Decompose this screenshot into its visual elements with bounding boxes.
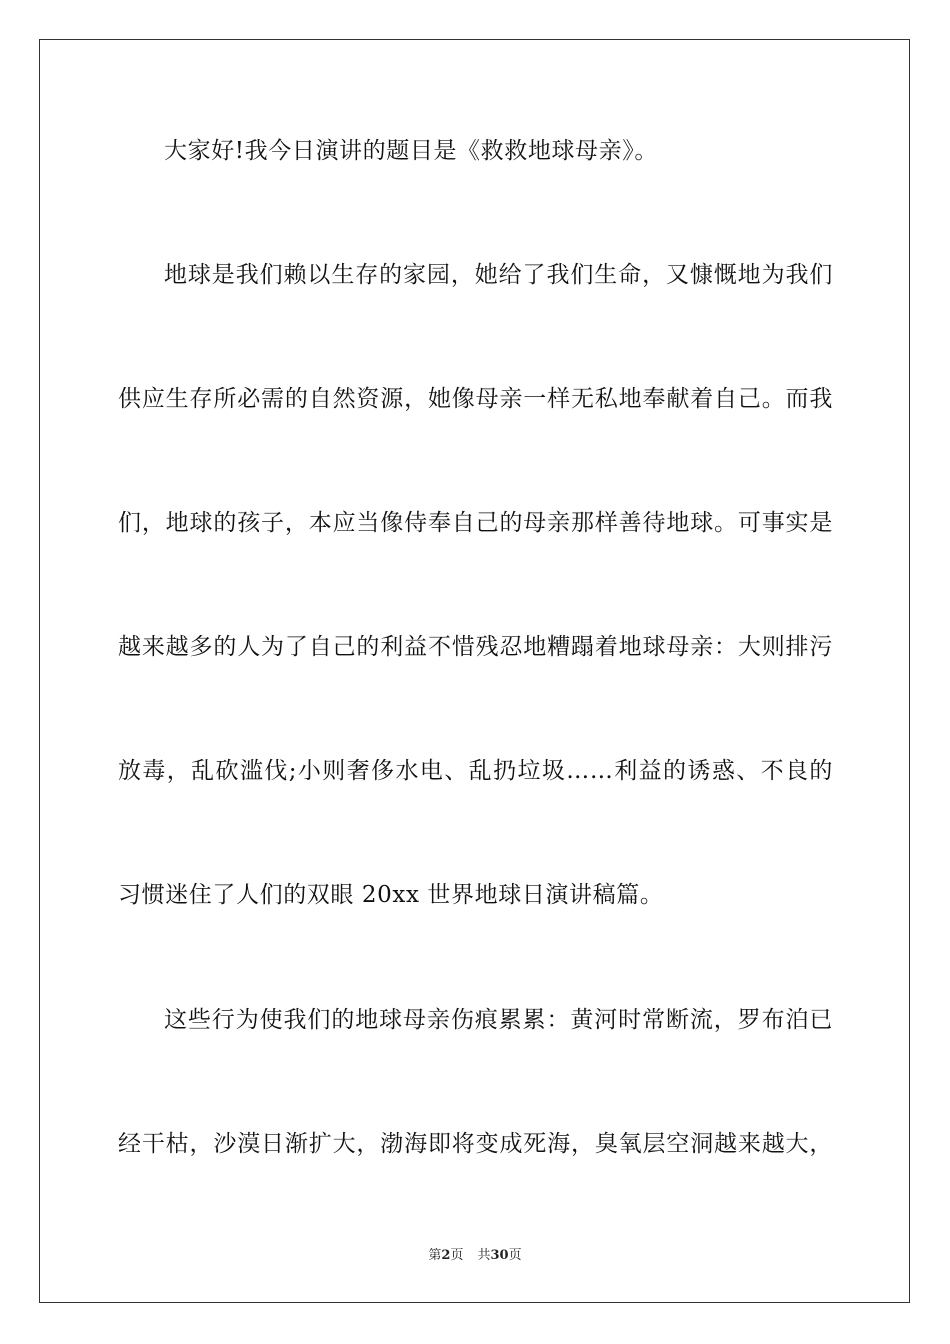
paragraph-line-2: 地球是我们赖以生存的家园，她给了我们生命，又慷慨地为我们 xyxy=(164,262,833,288)
paragraph-line-5: 越来越多的人为了自己的利益不惜残忍地糟蹋着地球母亲：大则排污 xyxy=(118,634,833,660)
footer-total-pages: 30 xyxy=(490,1248,509,1263)
page-border xyxy=(39,39,910,1303)
paragraph-line-4: 们，地球的孩子，本应当像侍奉自己的母亲那样善待地球。可事实是 xyxy=(118,510,833,536)
footer-page-suffix: 页 xyxy=(450,1248,464,1263)
paragraph-line-7: 习惯迷住了人们的双眼 20xx 世界地球日演讲稿篇。 xyxy=(118,882,664,908)
paragraph-line-3: 供应生存所必需的自然资源，她像母亲一样无私地奉献着自己。而我 xyxy=(118,386,833,412)
footer-total-suffix: 页 xyxy=(508,1248,522,1263)
paragraph-line-8: 这些行为使我们的地球母亲伤痕累累：黄河时常断流，罗布泊已 xyxy=(164,1007,833,1033)
page-footer xyxy=(0,1247,950,1265)
paragraph-line-6: 放毒，乱砍滥伐;小则奢侈水电、乱扔垃圾……利益的诱惑、不良的 xyxy=(118,758,833,784)
footer-page-number: 2 xyxy=(441,1248,451,1263)
footer-total-prefix: 共 xyxy=(477,1248,491,1263)
paragraph-line-9: 经干枯，沙漠日渐扩大，渤海即将变成死海，臭氧层空洞越来越大， xyxy=(118,1131,833,1157)
footer-page-prefix: 第 xyxy=(428,1248,442,1263)
paragraph-line-1: 大家好!我今日演讲的题目是《救救地球母亲》。 xyxy=(164,138,658,164)
